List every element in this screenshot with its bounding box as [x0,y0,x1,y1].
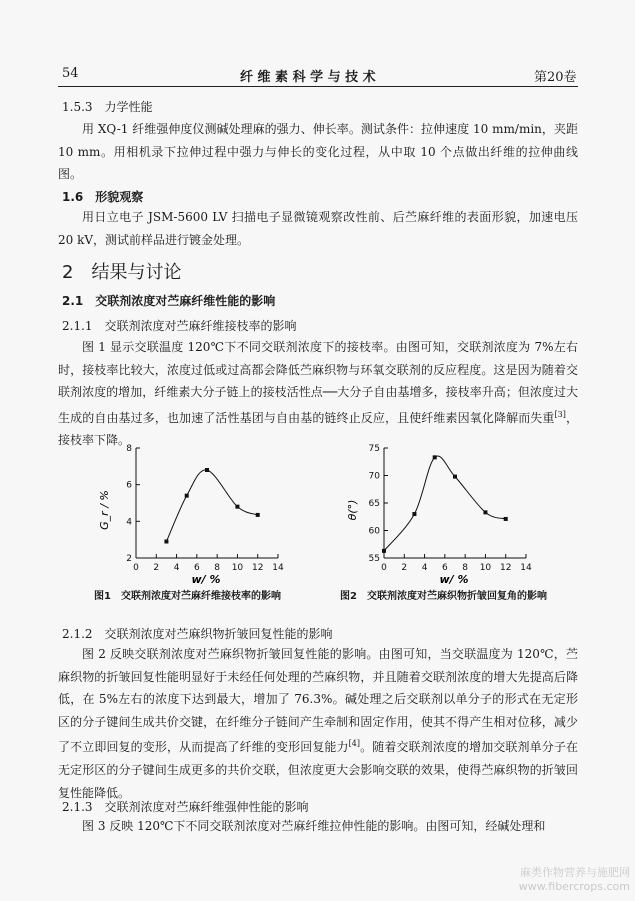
paragraph-2-1-1-text: 图 1 显示交联温度 120℃下不同交联剂浓度下的接枝率。由图可知，交联剂浓度为 7%左右时，接枝率比较大，浓度过低或过高都会降低苎麻织物与环氧交联剂的反应程度。这是因为随着交联剂浓度的增加，纤维素大分子链上的接枝活性点──大分子自由基增多，接枝率升高；但浓度过大生成的自由基过多，也加速了活性基团与自由基的链终止反应，且使纤维素因氧化降解而失重 [58,340,578,425]
figure-1-x-tick-label: 12 [251,563,264,573]
figure-1-curve [166,470,257,542]
figure-2-x-tick-label: 12 [499,563,512,573]
figure-2-y-tick-label: 75 [368,444,380,454]
figure-1-x-tick-label: 0 [133,563,139,573]
figure-1-y-tick-label: 4 [126,517,132,528]
figure-2-data-point [504,517,508,521]
figure-1-caption: 图1 交联剂浓度对苎麻纤维接枝率的影响 [94,591,281,602]
figure-1-data-point [256,513,260,517]
figure-2-y-tick-label: 60 [368,526,380,537]
header-rule [58,86,578,87]
heading-2-1-2: 2.1.2 交联剂浓度对苎麻织物折皱回复性能的影响 [62,627,333,641]
heading-2: 2 结果与讨论 [62,262,182,283]
watermark [470,864,630,893]
figure-1-data-point [235,505,239,509]
figure-2-x-tick-label: 2 [401,563,408,573]
page-number: 54 [62,66,79,81]
figure-2-chart [344,438,536,586]
figure-2-series-line [384,456,506,551]
heading-2-1-1: 2.1.1 交联剂浓度对苎麻纤维接枝率的影响 [62,319,297,333]
figure-1-x-tick-label: 4 [173,563,180,573]
watermark-line-2: www.fibercrops.com [518,880,630,893]
heading-1-6: 1.6 形貌观察 [62,190,144,204]
figure-2-y-tick-label: 70 [368,471,380,482]
figure-2-data-point [453,475,457,479]
figure-1-x-tick-label: 8 [214,563,221,573]
watermark-line-1: 麻类作物营养与施肥网 [520,866,630,879]
figure-1-x-tick-label: 10 [231,563,244,573]
figure-1-data-point [164,540,168,544]
journal-title: 纤 维 素 科 学 与 技 术 [240,70,376,85]
figure-1-y-tick-label: 2 [126,554,132,564]
figure-1-x-tick-label: 2 [153,563,160,573]
figure-2-caption: 图2 交联剂浓度对苎麻织物折皱回复角的影响 [340,591,547,602]
figure-2-x-tick-label: 0 [381,563,387,573]
citation-3: [3] [554,409,566,419]
figure-2-curve [384,456,506,551]
figure-1-y-tick-label: 6 [126,480,132,491]
figure-1-y-axis-label: G_r / % [98,490,111,530]
paragraph-1-6-text: 用日立电子 JSM-5600 LV 扫描电子显微镜观察改性前、后苎麻纤维的表面形貌，加速电压 20 kV，测试前样品进行镀金处理。 [58,210,578,247]
paragraph-2-1-2-tail: 。随着交联剂浓度的增加交联剂单分子在无定形区的分子键间生成更多的共价交联，但浓度更大会影响交联的效果，使得苎麻织物的折皱回复性能降低。 [58,740,578,800]
figure-1-axes [126,444,284,573]
figure-1-data-point [185,494,189,498]
volume-label: 第20卷 [534,70,577,85]
figure-1-series-line [166,470,257,542]
paragraph-2-1-2-text: 图 2 反映交联剂浓度对苎麻织物折皱回复性能的影响。由图可知，当交联温度为 120℃，苎麻织物的折皱回复性能明显好于未经任何处理的苎麻织物，并且随着交联剂浓度的增大先提高后降低，在 5%左右的浓度下达到最大，增加了 76.3%。碱处理之后交联剂以单分子的形式在无定形区的分子键间生成共价交键，在纤维分子链间产生牵制和固定作用，使其不得产生相对位移，减少了不立即回复的变形，从而提高了纤维的变形回复能力 [58,647,578,755]
paragraph-1-5-3-text: 用 XQ-1 纤维强伸度仪测碱处理麻的强力、伸长率。测试条件：拉伸速度 10 mm/min，夹距 10 mm。用相机录下拉伸过程中强力与伸长的变化过程，从中取 10 个点做出纤维的拉伸曲线图。 [58,122,578,182]
figure-1-x-axis-label: w/ % [191,573,221,586]
figure-2-x-tick-label: 4 [421,563,428,573]
figure-1-data-point [205,468,209,472]
citation-4: [4] [348,739,360,749]
paragraph-1-5-3 [58,118,578,186]
figure-2-y-tick-label: 55 [368,554,380,564]
figure-2-data-point [433,455,437,459]
paragraph-2-1-1 [58,336,578,452]
figure-2-x-axis-label: w/ % [439,573,469,586]
figure-1-x-tick-label: 6 [193,563,200,573]
paragraph-2-1-2 [58,643,578,804]
figure-2-x-tick-label: 6 [441,563,448,573]
paragraph-2-1-3-text: 图 3 反映 120℃下不同交联剂浓度对苎麻纤维拉伸性能的影响。由图可知，经碱处理和 [82,819,546,833]
figure-2-y-tick-label: 65 [368,499,380,509]
paragraph-1-6 [58,206,578,251]
figure-1-y-tick-label: 8 [126,444,132,454]
figure-2-axes [369,444,532,573]
figure-2-x-tick-label: 8 [462,563,469,573]
figure-2-data-point [483,510,487,514]
heading-2-1-3: 2.1.3 交联剂浓度对苎麻纤维强伸性能的影响 [62,800,309,814]
heading-1-5-3: 1.5.3 力学性能 [62,100,153,114]
figure-2-x-tick-label: 10 [479,563,492,573]
figure-2-data-point [382,549,386,553]
heading-2-1: 2.1 交联剂浓度对苎麻纤维性能的影响 [62,294,276,308]
figure-1-x-tick-label: 14 [272,563,284,573]
paragraph-2-1-1-tail: ，接枝率下降。 [58,410,578,448]
figure-2-points [382,455,508,552]
figure-2-y-axis-label: θ(°) [346,499,359,521]
figure-1-points [164,468,259,544]
paragraph-2-1-3 [58,815,578,838]
figure-2-data-point [412,512,416,516]
figure-1-chart [96,438,288,586]
figure-2-x-tick-label: 14 [520,563,532,573]
